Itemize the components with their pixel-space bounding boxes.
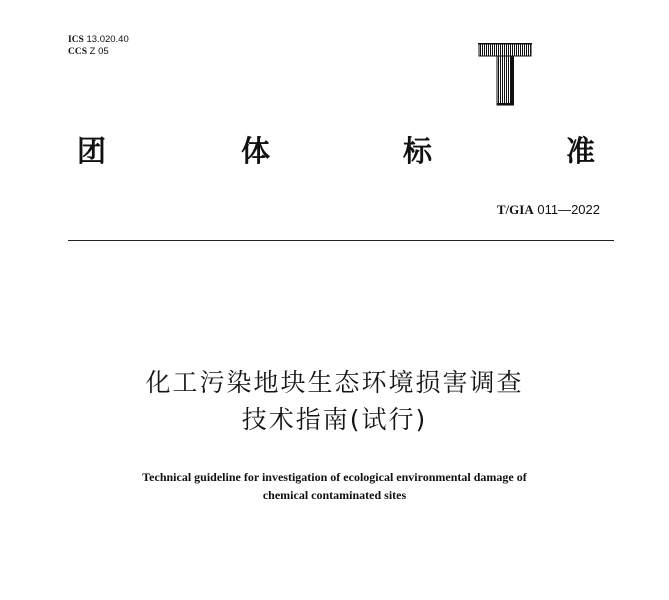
english-title-line-1: Technical guideline for investigation of ecological environmental damage of [142, 470, 527, 484]
ccs-label: CCS [68, 47, 88, 57]
document-type-heading [0, 134, 669, 174]
chinese-title-line-2: 技术指南(试行) [241, 405, 428, 434]
standard-number-value: 011—2022 [537, 202, 600, 217]
classification-codes [68, 34, 129, 58]
chinese-title-line-1: 化工污染地块生态环境损害调查 [145, 368, 524, 397]
doc-type-char-2: 体 [241, 134, 271, 168]
header-divider [68, 240, 614, 241]
doc-type-char-4: 准 [566, 134, 596, 168]
ics-label: ICS [68, 35, 84, 45]
doc-type-char-1: 团 [77, 134, 107, 168]
standard-number [497, 202, 600, 218]
ccs-code [68, 46, 129, 58]
ics-value: 13.020.40 [86, 34, 129, 45]
standard-type-t-icon [478, 42, 532, 106]
ics-code [68, 34, 129, 46]
english-title-line-2: chemical contaminated sites [262, 488, 407, 502]
standard-number-prefix: T/GIA [496, 202, 534, 217]
doc-type-char-3: 标 [403, 134, 433, 168]
ccs-value: Z 05 [89, 46, 109, 57]
